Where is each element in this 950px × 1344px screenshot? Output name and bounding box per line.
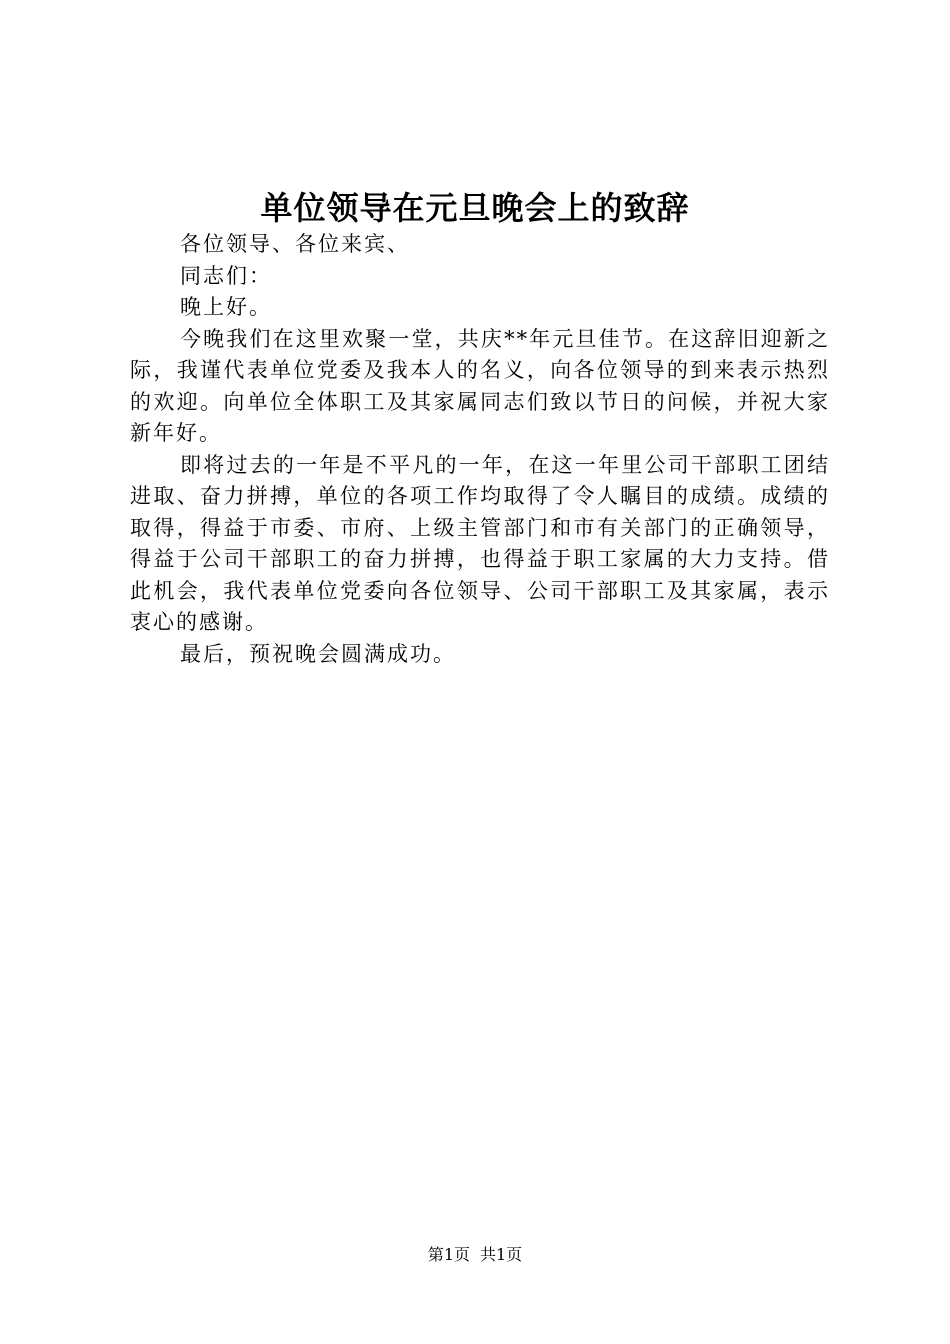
page-footer <box>0 1243 950 1267</box>
page-number: 第1页 <box>427 1245 470 1264</box>
body-paragraph: 今晚我们在这里欢聚一堂，共庆**年元旦佳节。在这辞旧迎新之际，我谨代表单位党委及我本人的名义，向各位领导的到来表示热烈的欢迎。向单位全体职工及其家属同志们致以节日的问候，并祝大家新年好。 <box>130 326 830 445</box>
document-body <box>130 229 830 670</box>
salutation-paragraph: 同志们： <box>180 263 272 288</box>
salutation-paragraph: 各位领导、各位来宾、 <box>180 232 410 256</box>
page-total: 共1页 <box>480 1245 523 1264</box>
closing-paragraph: 最后，预祝晚会圆满成功。 <box>180 641 456 666</box>
greeting-paragraph: 晚上好。 <box>180 295 272 319</box>
document-title: 单位领导在元旦晚会上的致辞 <box>260 189 690 227</box>
body-paragraph: 即将过去的一年是不平凡的一年，在这一年里公司干部职工团结进取、奋力拼搏，单位的各项工作均取得了令人瞩目的成绩。成绩的取得，得益于市委、市府、上级主管部门和市有关部门的正确领导，得益于公司干部职工的奋力拼搏，也得益于职工家属的大力支持。借此机会，我代表单位党委向各位领导、公司干部职工及其家属，表示衷心的感谢。 <box>130 452 830 634</box>
